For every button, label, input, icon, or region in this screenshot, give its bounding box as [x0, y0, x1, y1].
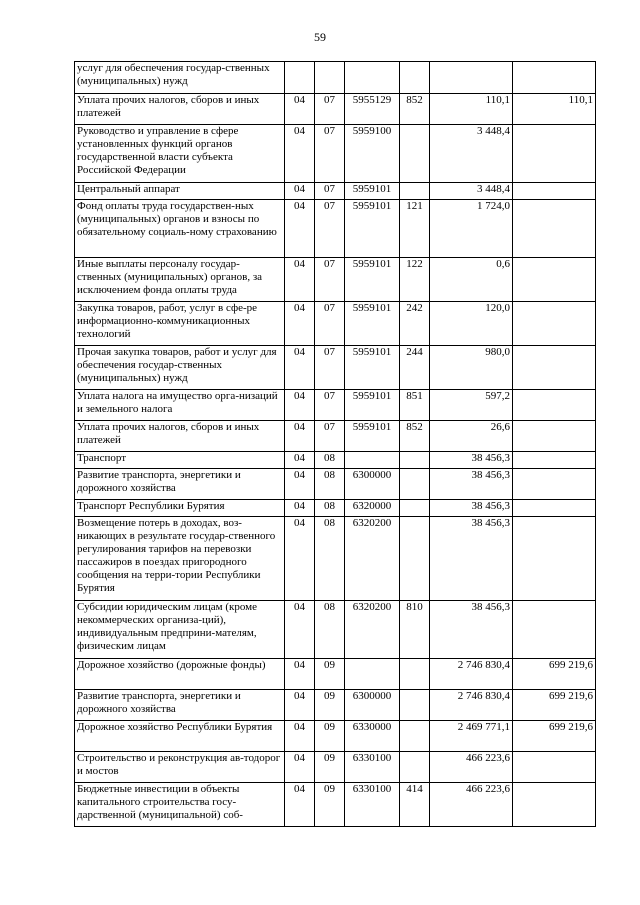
cell-article: 6320200: [345, 517, 400, 601]
budget-table: [74, 61, 596, 827]
cell-amount-1: 3 448,4: [430, 125, 513, 183]
table-row: [75, 500, 596, 517]
cell-subsection: 09: [315, 690, 345, 721]
cell-subsection: 08: [315, 517, 345, 601]
table-row: [75, 258, 596, 302]
cell-article: 5959101: [345, 302, 400, 346]
cell-article: [345, 659, 400, 690]
cell-article: 5959101: [345, 390, 400, 421]
cell-name: Закупка товаров, работ, услуг в сфе-ре информационно-коммуникационных технологий: [75, 302, 285, 346]
cell-section: 04: [285, 601, 315, 659]
cell-name: Уплата прочих налогов, сборов и иных платежей: [75, 94, 285, 125]
cell-subsection: 07: [315, 200, 345, 258]
cell-article: 5955129: [345, 94, 400, 125]
cell-amount-1: 38 456,3: [430, 500, 513, 517]
cell-subsection: 07: [315, 258, 345, 302]
cell-amount-1: 38 456,3: [430, 469, 513, 500]
cell-section: 04: [285, 500, 315, 517]
cell-amount-1: 0,6: [430, 258, 513, 302]
cell-section: 04: [285, 659, 315, 690]
cell-article: 5959101: [345, 183, 400, 200]
cell-expense-type: 414: [400, 783, 430, 827]
cell-amount-2: [513, 783, 596, 827]
cell-expense-type: 122: [400, 258, 430, 302]
table-row: [75, 346, 596, 390]
cell-subsection: 07: [315, 390, 345, 421]
table-row: [75, 302, 596, 346]
cell-name: Субсидии юридическим лицам (кроме некоммерческих организа-ций), индивидуальным предприни-мателям, физическим лицам: [75, 601, 285, 659]
cell-amount-2: [513, 390, 596, 421]
table-row: [75, 783, 596, 827]
cell-expense-type: [400, 125, 430, 183]
cell-section: 04: [285, 469, 315, 500]
cell-subsection: 07: [315, 94, 345, 125]
cell-name: Развитие транспорта, энергетики и дорожного хозяйства: [75, 690, 285, 721]
cell-expense-type: [400, 500, 430, 517]
cell-amount-2: [513, 183, 596, 200]
cell-amount-2: [513, 500, 596, 517]
cell-name: Возмещение потерь в доходах, воз-никающих в результате государ-ственного регулирования тарифов на перевозки пассажиров в поездах пригородного сообщения на терри-тории Республики Бурятия: [75, 517, 285, 601]
cell-subsection: 07: [315, 183, 345, 200]
cell-name: Дорожное хозяйство Республики Бурятия: [75, 721, 285, 752]
cell-subsection: 09: [315, 659, 345, 690]
table-row: [75, 452, 596, 469]
table-row: [75, 390, 596, 421]
cell-name: Прочая закупка товаров, работ и услуг для обеспечения государ-ственных (муниципальных) нужд: [75, 346, 285, 390]
cell-amount-2: [513, 469, 596, 500]
cell-article: 6320200: [345, 601, 400, 659]
cell-expense-type: [400, 721, 430, 752]
cell-amount-2: [513, 200, 596, 258]
cell-name: Транспорт: [75, 452, 285, 469]
cell-subsection: 07: [315, 421, 345, 452]
table-row: [75, 752, 596, 783]
cell-article: 5959100: [345, 125, 400, 183]
table-row: [75, 183, 596, 200]
cell-article: 6330100: [345, 783, 400, 827]
cell-amount-2: [513, 346, 596, 390]
cell-subsection: 08: [315, 469, 345, 500]
cell-section: 04: [285, 302, 315, 346]
cell-amount-1: 980,0: [430, 346, 513, 390]
cell-section: 04: [285, 125, 315, 183]
cell-amount-1: 38 456,3: [430, 517, 513, 601]
cell-section: 04: [285, 690, 315, 721]
cell-article: 6320000: [345, 500, 400, 517]
table-row: [75, 721, 596, 752]
cell-article: [345, 452, 400, 469]
cell-section: 04: [285, 390, 315, 421]
cell-subsection: 09: [315, 783, 345, 827]
cell-amount-2: 699 219,6: [513, 659, 596, 690]
cell-amount-2: [513, 517, 596, 601]
cell-article: 6300000: [345, 469, 400, 500]
cell-name: Развитие транспорта, энергетики и дорожного хозяйства: [75, 469, 285, 500]
cell-expense-type: [400, 690, 430, 721]
cell-amount-2: [513, 452, 596, 469]
cell-amount-2: [513, 421, 596, 452]
cell-amount-2: [513, 258, 596, 302]
cell-amount-1: [430, 62, 513, 94]
cell-expense-type: [400, 183, 430, 200]
cell-subsection: 08: [315, 452, 345, 469]
cell-article: 6300000: [345, 690, 400, 721]
cell-section: 04: [285, 200, 315, 258]
cell-expense-type: 242: [400, 302, 430, 346]
cell-amount-1: 26,6: [430, 421, 513, 452]
cell-expense-type: 810: [400, 601, 430, 659]
cell-amount-1: 2 469 771,1: [430, 721, 513, 752]
cell-name: Руководство и управление в сфере установленных функций органов государственной власти субъекта Российской Федерации: [75, 125, 285, 183]
cell-amount-2: [513, 62, 596, 94]
page-number: 59: [314, 30, 326, 44]
cell-amount-1: 466 223,6: [430, 783, 513, 827]
cell-subsection: 08: [315, 500, 345, 517]
table-row: [75, 690, 596, 721]
cell-name: Фонд оплаты труда государствен-ных (муниципальных) органов и взносы по обязательному социаль-ному страхованию: [75, 200, 285, 258]
cell-name: Строительство и реконструкция ав-тодорог и мостов: [75, 752, 285, 783]
cell-amount-1: 110,1: [430, 94, 513, 125]
table-row: [75, 469, 596, 500]
cell-name: Транспорт Республики Бурятия: [75, 500, 285, 517]
cell-article: 6330100: [345, 752, 400, 783]
cell-article: 5959101: [345, 421, 400, 452]
cell-amount-2: [513, 302, 596, 346]
cell-section: 04: [285, 421, 315, 452]
cell-expense-type: [400, 517, 430, 601]
cell-section: 04: [285, 752, 315, 783]
table-row: [75, 62, 596, 94]
cell-expense-type: 121: [400, 200, 430, 258]
cell-expense-type: 852: [400, 94, 430, 125]
cell-amount-1: 38 456,3: [430, 452, 513, 469]
cell-article: 6330000: [345, 721, 400, 752]
cell-amount-1: 120,0: [430, 302, 513, 346]
cell-amount-1: 2 746 830,4: [430, 659, 513, 690]
cell-name: Уплата прочих налогов, сборов и иных платежей: [75, 421, 285, 452]
cell-subsection: 09: [315, 721, 345, 752]
cell-amount-1: 1 724,0: [430, 200, 513, 258]
cell-section: 04: [285, 258, 315, 302]
cell-article: 5959101: [345, 200, 400, 258]
cell-amount-2: 110,1: [513, 94, 596, 125]
table-row: [75, 601, 596, 659]
table-row: [75, 659, 596, 690]
cell-section: 04: [285, 452, 315, 469]
cell-name: Уплата налога на имущество орга-низаций и земельного налога: [75, 390, 285, 421]
cell-article: 5959101: [345, 258, 400, 302]
cell-article: 5959101: [345, 346, 400, 390]
cell-subsection: 08: [315, 601, 345, 659]
cell-amount-1: 2 746 830,4: [430, 690, 513, 721]
cell-expense-type: [400, 659, 430, 690]
cell-expense-type: [400, 469, 430, 500]
cell-amount-1: 3 448,4: [430, 183, 513, 200]
cell-name: Иные выплаты персоналу государ-ственных (муниципальных) органов, за исключением фонда оплаты труда: [75, 258, 285, 302]
cell-amount-2: [513, 752, 596, 783]
cell-amount-1: 466 223,6: [430, 752, 513, 783]
cell-section: 04: [285, 94, 315, 125]
table-row: [75, 125, 596, 183]
table-row: [75, 94, 596, 125]
cell-amount-1: 597,2: [430, 390, 513, 421]
cell-amount-2: [513, 601, 596, 659]
cell-section: [285, 62, 315, 94]
cell-subsection: 07: [315, 346, 345, 390]
cell-amount-1: 38 456,3: [430, 601, 513, 659]
cell-expense-type: [400, 752, 430, 783]
cell-subsection: [315, 62, 345, 94]
cell-name: Дорожное хозяйство (дорожные фонды): [75, 659, 285, 690]
cell-section: 04: [285, 721, 315, 752]
cell-expense-type: 852: [400, 421, 430, 452]
cell-section: 04: [285, 346, 315, 390]
cell-expense-type: 851: [400, 390, 430, 421]
cell-subsection: 09: [315, 752, 345, 783]
cell-amount-2: [513, 125, 596, 183]
cell-expense-type: 244: [400, 346, 430, 390]
cell-name: Центральный аппарат: [75, 183, 285, 200]
cell-name: услуг для обеспечения государ-ственных (муниципальных) нужд: [75, 62, 285, 94]
cell-article: [345, 62, 400, 94]
table-row: [75, 517, 596, 601]
cell-section: 04: [285, 783, 315, 827]
cell-expense-type: [400, 62, 430, 94]
cell-amount-2: 699 219,6: [513, 690, 596, 721]
cell-name: Бюджетные инвестиции в объекты капитального строительства госу-дарственной (муниципальной) соб-: [75, 783, 285, 827]
cell-subsection: 07: [315, 125, 345, 183]
table-row: [75, 421, 596, 452]
table-row: [75, 200, 596, 258]
cell-section: 04: [285, 183, 315, 200]
cell-subsection: 07: [315, 302, 345, 346]
cell-section: 04: [285, 517, 315, 601]
cell-amount-2: 699 219,6: [513, 721, 596, 752]
cell-expense-type: [400, 452, 430, 469]
